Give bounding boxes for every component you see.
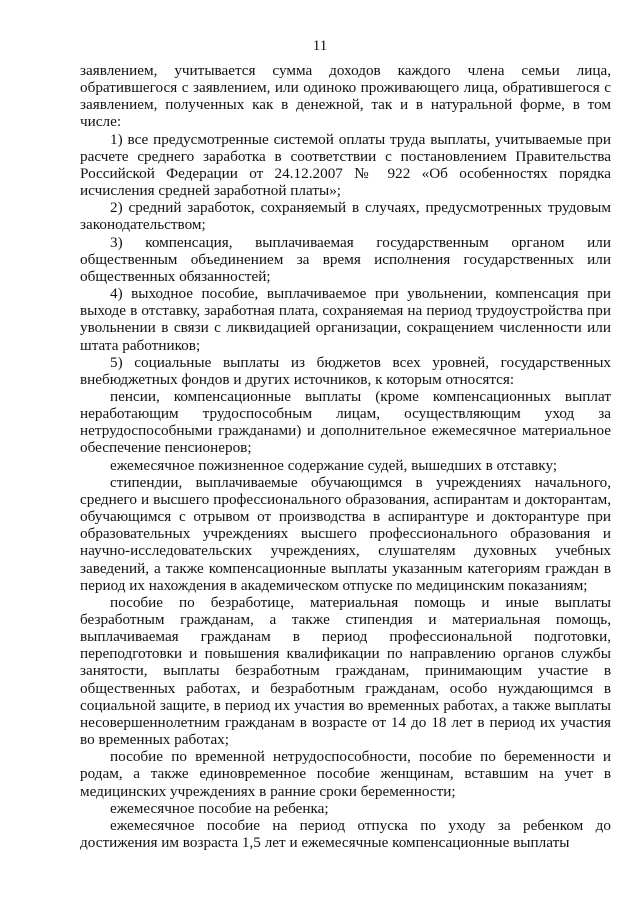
document-body: [80, 62, 611, 851]
paragraph-pensions: пенсии, компенсационные выплаты (кроме компенсационных выплат неработающим трудоспособным лицам, осуществляющим уход за нетрудоспособными гражданами) и дополнительное ежемесячное материальное обеспечение пенсионеров;: [80, 387, 611, 457]
paragraph-item-2: 2) средний заработок, сохраняемый в случаях, предусмотренных трудовым законодательством;: [80, 199, 611, 234]
paragraph-item-3: 3) компенсация, выплачиваемая государственным органом или общественным объединением за время исполнения государственных или общественных обязанностей;: [80, 233, 611, 285]
paragraph-item-1: 1) все предусмотренные системой оплаты труда выплаты, учитываемые при расчете среднего заработка в соответствии с постановлением Правительства Российской Федерации от 24.12.2007 № 922 «Об особенностях порядка исчисления средней заработной платы»;: [80, 130, 611, 200]
paragraph-item-4: 4) выходное пособие, выплачиваемое при увольнении, компенсация при выходе в отставку, заработная плата, сохраняемая на период трудоустройства при увольнении в связи с ликвидацией организации, сокращением численности или штата работников;: [80, 285, 611, 354]
page-number: 11: [312, 38, 328, 54]
paragraph-disability-maternity: пособие по временной нетрудоспособности, пособие по беременности и родам, а также единовременное пособие женщинам, вставшим на учет в медицинских учреждениях в ранние сроки беременности;: [80, 748, 611, 800]
paragraph-child-allowance: ежемесячное пособие на ребенка;: [110, 799, 329, 817]
paragraph-intro-continuation: заявлением, учитывается сумма доходов каждого члена семьи лица, обратившегося с заявлением, или одиноко проживающего лица, обратившегося с заявлением, полученных как в денежной, так и в натуральной форме, в том числе:: [80, 62, 611, 131]
paragraph-judges: ежемесячное пожизненное содержание судей, вышедших в отставку;: [110, 456, 558, 474]
paragraph-unemployment: пособие по безработице, материальная помощь и иные выплаты безработным гражданам, а также стипендия и материальная помощь, выплачиваемая гражданам в период профессиональной подготовки, переподготовки и повышения квалификации по направлению органов службы занятости, выплаты безработным гражданам, принимающим участие в общественных работах, и безработным гражданам, особо нуждающимся в социальной защите, в период их участия во временных работах, а также выплаты несовершеннолетним гражданам в возрасте от 14 до 18 лет в период их участия во временных работах;: [80, 593, 611, 749]
paragraph-stipends: стипендии, выплачиваемые обучающимся в учреждениях начального, среднего и высшего профессионального образования, аспирантам и докторантам, обучающимся с отрывом от производства в аспирантуре и докторантуре при образовательных учреждениях высшего профессионального образования и научно-исследовательских учреждениях, слушателям духовных учебных заведений, а также компенсационные выплаты указанным категориям граждан в период их нахождения в академическом отпуске по медицинским показаниям;: [80, 473, 611, 594]
paragraph-item-5: 5) социальные выплаты из бюджетов всех уровней, государственных внебюджетных фондов и других источников, к которым относятся:: [80, 353, 611, 388]
paragraph-childcare-leave: ежемесячное пособие на период отпуска по уходу за ребенком до достижения им возраста 1,5 лет и ежемесячные компенсационные выплаты: [80, 816, 611, 852]
